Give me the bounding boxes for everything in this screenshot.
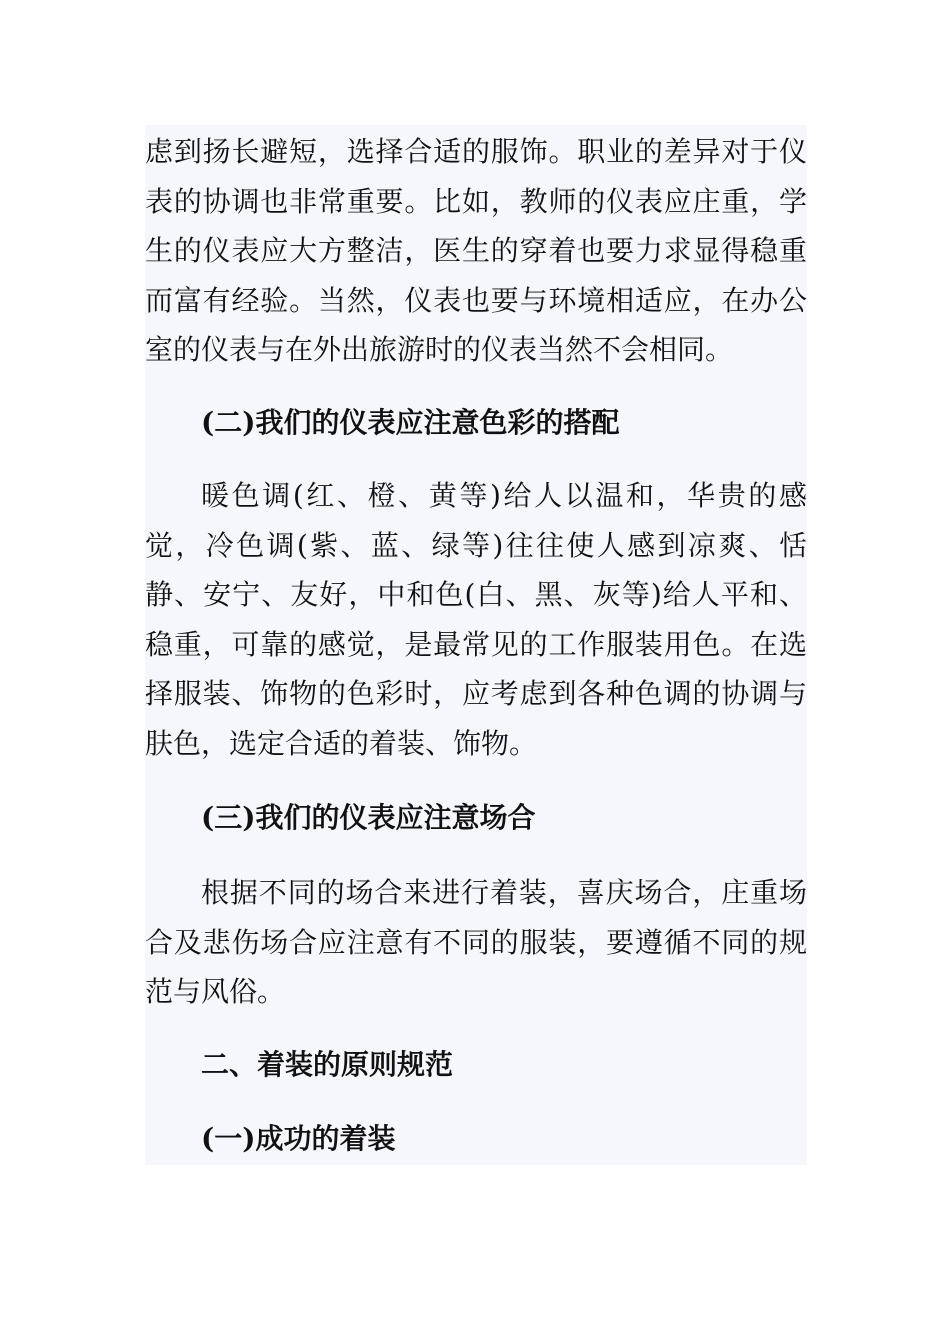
subheading-successful-dress: (一)成功的着装: [201, 1122, 396, 1155]
heading-occasion: (三)我们的仪表应注意场合: [201, 801, 536, 834]
paragraph-occasion-dress: 根据不同的场合来进行着装，喜庆场合，庄重场合及悲伤场合应注意有不同的服装，要遵循不同的规范与风俗。: [145, 876, 807, 1008]
paragraph-appearance-harmony: 虑到扬长避短，选择合适的服饰。职业的差异对于仪表的协调也非常重要。比如，教师的仪表应庄重，学生的仪表应大方整洁，医生的穿着也要力求显得稳重而富有经验。当然，仪表也要与环境相适应，在办公室的仪表与在外出旅游时的仪表当然不会相同。: [145, 135, 807, 366]
heading-color-matching: (二)我们的仪表应注意色彩的搭配: [201, 406, 620, 439]
paragraph-color-tones: 暖色调(红、橙、黄等)给人以温和，华贵的感觉，冷色调(紫、蓝、绿等)往往使人感到凉爽、恬静、安宁、友好，中和色(白、黑、灰等)给人平和、稳重，可靠的感觉，是最常见的工作服装用色。在选择服装、饰物的色彩时，应考虑到各种色调的协调与肤色，选定合适的着装、饰物。: [145, 479, 807, 760]
section-heading-dress-principles: 二、着装的原则规范: [201, 1048, 454, 1081]
document-body: [145, 125, 807, 1165]
